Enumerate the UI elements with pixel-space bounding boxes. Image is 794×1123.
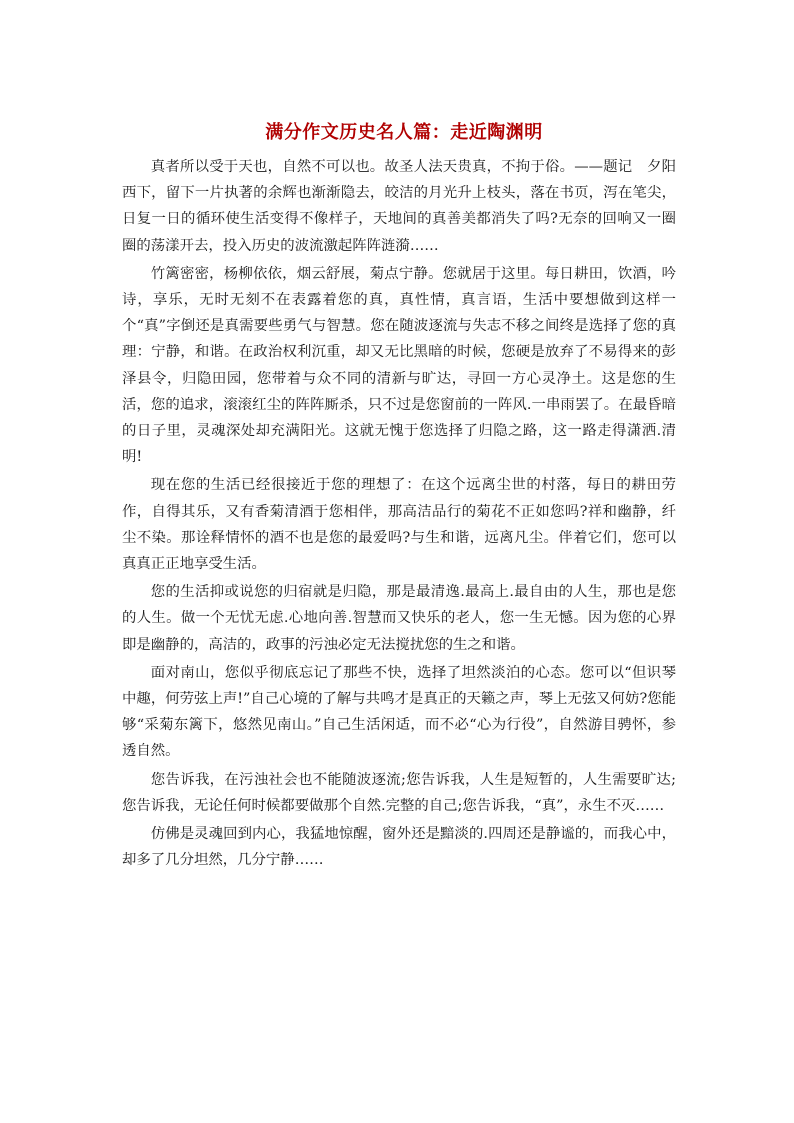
paragraph-5: 面对南山，您似乎彻底忘记了那些不快，选择了坦然淡泊的心态。您可以“但识琴中趣，何劳弦上声!”自己心境的了解与共鸣才是真正的天籁之声，琴上无弦又何妨?您能够“采菊东篱下，悠然见南山。”自己生活闲适，而不必“心为行役”，自然游目骋怀，参透自然。	[122, 664, 676, 760]
paragraph-1: 真者所以受于天也，自然不可以也。故圣人法天贵真，不拘于俗。——题记 夕阳西下，留下一片执著的余辉也渐渐隐去，皎洁的月光升上枝头，落在书页，泻在笔尖，日复一日的循环使生活变得不像样子，天地间的真善美都消失了吗?无奈的回响又一圈圈的荡漾开去，投入历史的波流激起阵阵涟漪……	[122, 159, 676, 254]
paragraph-6: 您告诉我，在污浊社会也不能随波逐流;您告诉我，人生是短暂的，人生需要旷达;您告诉我，无论任何时候都要做那个自然.完整的自己;您告诉我，“真”，永生不灭……	[122, 771, 676, 814]
paragraph-7: 仿佛是灵魂回到内心，我猛地惊醒，窗外还是黯淡的.四周还是静谧的，而我心中，却多了几分坦然，几分宁静……	[122, 826, 676, 869]
paragraph-3: 现在您的生活已经很接近于您的理想了：在这个远离尘世的村落，每日的耕田劳作，自得其乐，又有香菊清酒于您相伴，那高洁品行的菊花不正如您吗?祥和幽静，纤尘不染。那诠释情怀的酒不也是您的最爱吗?与生和谐，远离凡尘。伴着它们，您可以真真正正地享受生活。	[122, 477, 676, 573]
paragraph-2: 竹篱密密，杨柳依依，烟云舒展，菊点宁静。您就居于这里。每日耕田，饮酒，吟诗，享乐，无时无刻不在表露着您的真，真性情，真言语，生活中要想做到这样一个“真”字倒还是真需要些勇气与智慧。您在随波逐流与失志不移之间终是选择了您的真理：宁静，和谐。在政治权利沉重，却又无比黑暗的时候，您硬是放弃了不易得来的彭泽县令，归隐田园，您带着与众不同的清新与旷达，寻回一方心灵净土。这是您的生活，您的追求，滚滚红尘的阵阵厮杀，只不过是您窗前的一阵风.一串雨罢了。在最昏暗的日子里，灵魂深处却充满阳光。这就无愧于您选择了归隐之路，这一路走得潇洒.清明!	[122, 265, 676, 466]
page-title: 满分作文历史名人篇：走近陶渊明	[265, 122, 543, 143]
paragraph-4: 您的生活抑或说您的归宿就是归隐，那是最清逸.最高上.最自由的人生，那也是您的人生。做一个无忧无虑.心地向善.智慧而又快乐的老人，您一生无憾。因为您的心界即是幽静的，高洁的，政事的污浊必定无法搅扰您的生之和谐。	[122, 584, 676, 653]
